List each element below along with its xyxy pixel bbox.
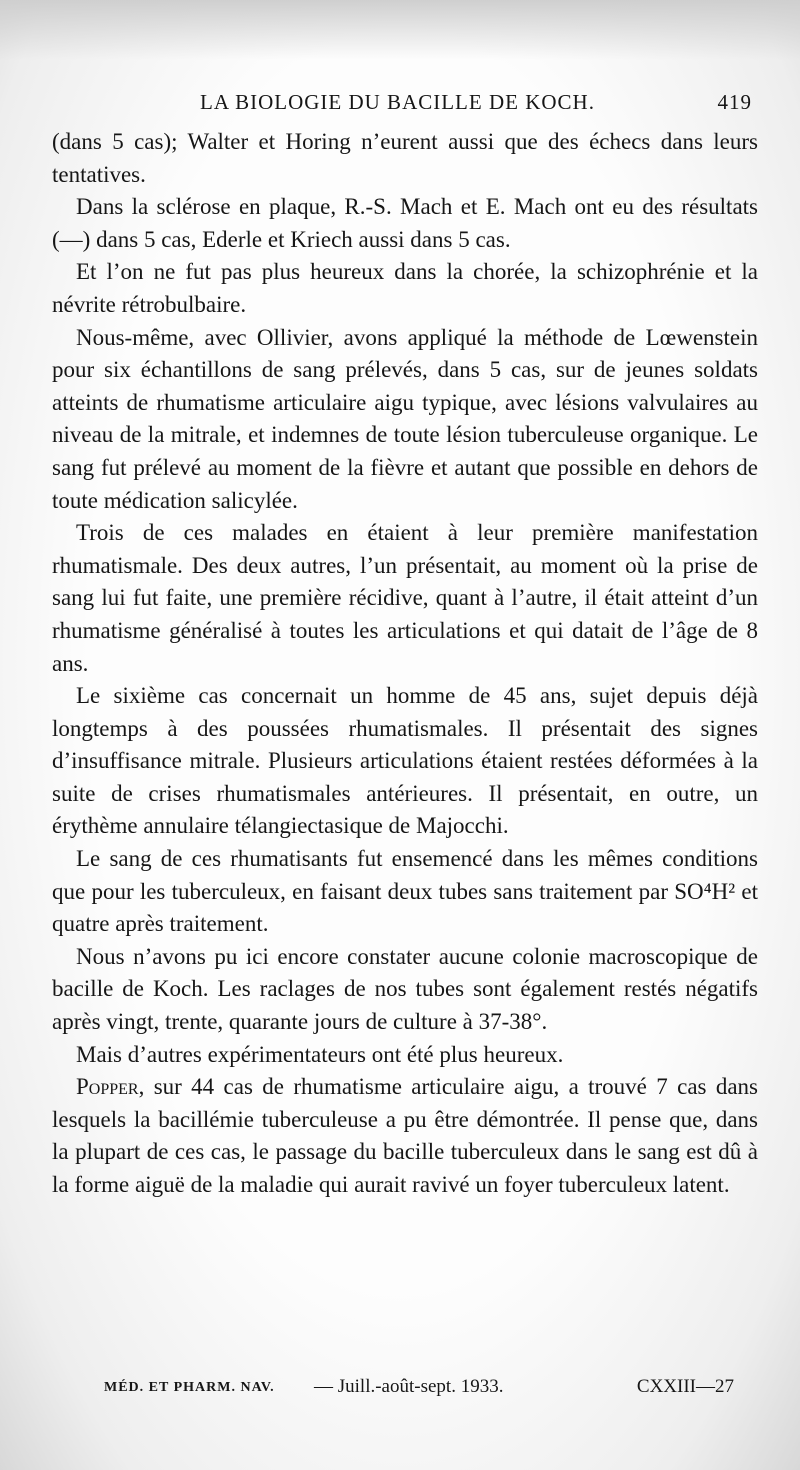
- issue-date-text: Juill.-août-sept. 1933.: [337, 1376, 504, 1397]
- running-header: [200, 86, 760, 122]
- journal-abbrev: MÉD. ET PHARM. NAV.: [104, 1380, 275, 1395]
- paragraph: Et l’on ne fut pas plus heureux dans la chorée, la schizophrénie et la névrite rétrobulbaire.: [52, 259, 758, 317]
- footer-dash: —: [314, 1376, 333, 1397]
- page-number: 419: [717, 90, 752, 114]
- paragraph-text: , sur 44 cas de rhumatisme articulaire aigu, a trouvé 7 cas dans lesquels la bacillémie tuberculeuse a pu être démontrée. Il pense que, dans la plupart de ces cas, le passage du bacille tuberculeux dans le sang est dû à la forme aiguë de la maladie qui aurait ravivé un foyer tuberculeux latent.: [52, 1074, 758, 1197]
- paragraph: Le sang de ces rhumatisants fut ensemencé dans les mêmes conditions que pour les tuberculeux, en faisant deux tubes sans traitement par SO⁴H² et quatre après traitement.: [52, 846, 758, 937]
- paragraph: Trois de ces malades en étaient à leur première manifestation rhumatismale. Des deux autres, l’un présentait, au moment où la prise de sang lui fut faite, une première récidive, quant à l’autre, il était atteint d’un rhumatisme généralisé à toutes les articulations et qui datait de l’âge de 8 ans.: [52, 520, 758, 676]
- page-footer: [104, 1374, 744, 1410]
- body-text: [52, 126, 758, 1202]
- paragraph: Mais d’autres expérimentateurs ont été plus heureux.: [76, 1041, 564, 1067]
- paragraph: Nous-même, avec Ollivier, avons appliqué la méthode de Lœwenstein pour six échantillons de sang prélevés, dans 5 cas, sur de jeunes soldats atteints de rhumatisme articulaire aigu typique, avec lésions valvulaires au niveau de la mitrale, et indemnes de toute lésion tuberculeuse organique. Le sang fut prélevé au moment de la fièvre et autant que possible en dehors de toute médication salicylée.: [52, 324, 758, 513]
- author-name: Popper: [76, 1074, 139, 1100]
- paragraph: Dans la sclérose en plaque, R.-S. Mach et E. Mach ont eu des résultats (—) dans 5 cas, Ederle et Kriech aussi dans 5 cas.: [52, 194, 758, 252]
- paragraph: (dans 5 cas); Walter et Horing n’eurent aussi que des échecs dans leurs tentatives.: [52, 129, 758, 187]
- page-top-shadow: [0, 0, 800, 60]
- paragraph: Le sixième cas concernait un homme de 45 ans, sujet depuis déjà longtemps à des poussées rhumatismales. Il présentait des signes d’insuffisance mitrale. Plusieurs articulations étaient restées déformées à la suite de crises rhumatismales antérieures. Il présentait, en outre, un érythème annulaire télangiectasique de Majocchi.: [52, 683, 758, 839]
- signature-mark: CXXIII—27: [636, 1376, 734, 1397]
- issue-date: [314, 1376, 503, 1398]
- paragraph-popper: [52, 1071, 758, 1201]
- paragraph: Nous n’avons pu ici encore constater aucune colonie macroscopique de bacille de Koch. Les raclages de nos tubes sont également restés négatifs après vingt, trente, quarante jours de culture à 37-38°.: [52, 943, 758, 1035]
- running-title: LA BIOLOGIE DU BACILLE DE KOCH.: [200, 90, 595, 114]
